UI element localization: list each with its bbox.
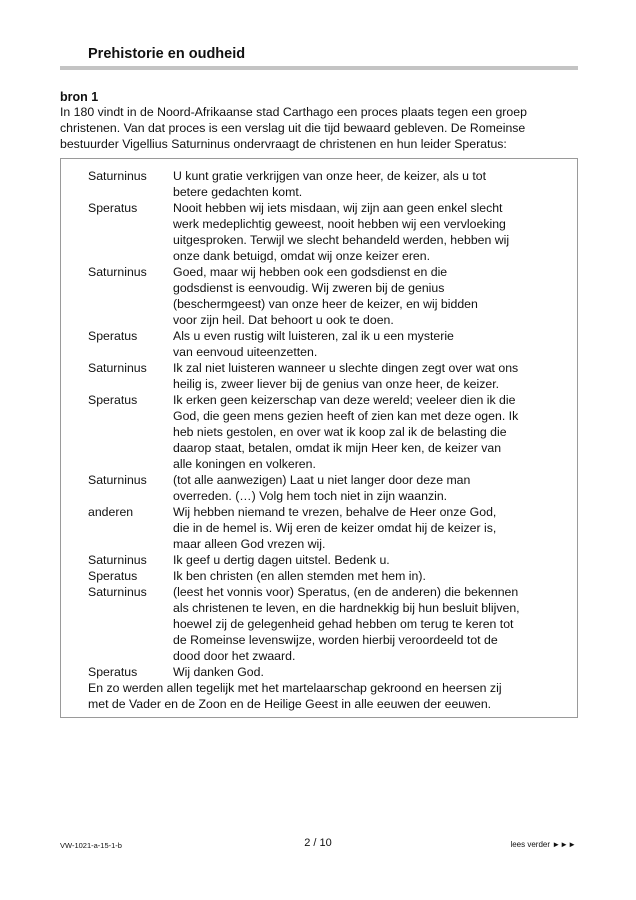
dialogue-entry (88, 360, 568, 392)
speech-line: God, die geen mens gezien heeft of zien kan met deze ogen. Ik (173, 409, 519, 423)
speech-line: maar alleen God vrezen wij. (173, 537, 326, 551)
source-label: bron 1 (60, 90, 99, 104)
speech-text (173, 552, 568, 568)
dialogue (88, 168, 568, 712)
speech-text (173, 504, 568, 552)
speaker-name: Speratus (88, 393, 138, 407)
dialogue-entry (88, 584, 568, 664)
speech-line: die in de hemel is. Wij eren de keizer omdat hij de keizer is, (173, 521, 497, 535)
speech-line: als christenen te leven, en die hardnekkig bij hun besluit blijven, (173, 601, 520, 615)
speech-line: overreden. (…) Volg hem toch niet in zijn waanzin. (173, 489, 448, 503)
speech-line: de Romeinse levenswijze, worden hierbij veroordeeld tot de (173, 633, 498, 647)
intro-line: In 180 vindt in de Noord-Afrikaanse stad Carthago een proces plaats tegen een groep (60, 105, 527, 119)
speech-line: Ik geef u dertig dagen uitstel. Bedenk u. (173, 553, 390, 567)
speech-line: Wij hebben niemand te vrezen, behalve de Heer onze God, (173, 505, 497, 519)
closing-text (88, 680, 568, 712)
footer-continue: lees verder ►►► (510, 840, 576, 849)
speech-line: Wij danken God. (173, 665, 264, 679)
speaker-name: Saturninus (88, 361, 147, 375)
speech-line: Ik zal niet luisteren wanneer u slechte dingen zegt over wat ons (173, 361, 519, 375)
speech-line: onze dank betuigd, omdat wij onze keizer eren. (173, 249, 431, 263)
speech-line: Ik erken geen keizerschap van deze wereld; veeleer dien ik die (173, 393, 516, 407)
speech-line: voor zijn heil. Dat behoort u ook te doen. (173, 313, 394, 327)
speech-text (173, 200, 568, 264)
speech-line: (beschermgeest) van onze heer de keizer, en wij bidden (173, 297, 478, 311)
speech-text (173, 584, 568, 664)
speech-line: daarop staat, betalen, omdat ik mijn Heer ken, de keizer van (173, 441, 502, 455)
speech-line: (tot alle aanwezigen) Laat u niet langer door deze man (173, 473, 471, 487)
source-intro (60, 104, 580, 152)
speech-line: betere gedachten komt. (173, 185, 303, 199)
speaker-name: Speratus (88, 569, 138, 583)
speech-line: heilig is, zweer liever bij de genius van onze heer, de keizer. (173, 377, 500, 391)
speech-text (173, 472, 568, 504)
speech-text (173, 392, 568, 472)
dialogue-entry (88, 264, 568, 328)
closing-line: En zo werden allen tegelijk met het martelaarschap gekroond en heersen zij (88, 681, 502, 695)
speech-line: hoewel zij de gelegenheid gehad hebben om terug te keren tot (173, 617, 514, 631)
footer-page-number: 2 / 10 (304, 837, 332, 849)
page-header-title: Prehistorie en oudheid (88, 46, 246, 62)
closing-line: met de Vader en de Zoon en de Heilige Geest in alle eeuwen der eeuwen. (88, 697, 492, 711)
speech-line: Nooit hebben wij iets misdaan, wij zijn aan geen enkel slecht (173, 201, 503, 215)
speech-line: van eenvoud uiteenzetten. (173, 345, 318, 359)
speaker-name: Speratus (88, 201, 138, 215)
speaker-name: Saturninus (88, 553, 147, 567)
dialogue-entry (88, 568, 568, 584)
dialogue-entry (88, 168, 568, 200)
speech-line: uitgesproken. Terwijl we slecht behandeld werden, hebben wij (173, 233, 510, 247)
speaker-name: anderen (88, 505, 134, 519)
intro-line: bestuurder Vigellius Saturninus ondervraagt de christenen en hun leider Speratus: (60, 137, 507, 151)
footer-exam-code: VW-1021-a-15-1-b (60, 841, 122, 850)
speech-text (173, 264, 568, 328)
speech-line: Ik ben christen (en allen stemden met hem in). (173, 569, 426, 583)
speaker-name: Saturninus (88, 169, 147, 183)
dialogue-entry (88, 200, 568, 264)
speech-line: godsdienst is eenvoudig. Wij zweren bij de genius (173, 281, 445, 295)
speaker-name: Saturninus (88, 473, 147, 487)
speech-line: werk medeplichtig geweest, nooit hebben wij een vervloeking (173, 217, 506, 231)
speech-line: heb niets gestolen, en over wat ik koop zal ik de belasting die (173, 425, 507, 439)
speaker-name: Saturninus (88, 265, 147, 279)
header-rule (60, 66, 578, 70)
dialogue-entry (88, 472, 568, 504)
intro-line: christenen. Van dat proces is een verslag uit die tijd bewaard gebleven. De Romeinse (60, 121, 526, 135)
speech-text (173, 360, 568, 392)
dialogue-entry (88, 552, 568, 568)
speech-text (173, 664, 568, 680)
speaker-name: Speratus (88, 329, 138, 343)
speech-text (173, 568, 568, 584)
speech-line: U kunt gratie verkrijgen van onze heer, de keizer, als u tot (173, 169, 487, 183)
speech-text (173, 328, 568, 360)
dialogue-entry (88, 664, 568, 680)
speaker-name: Speratus (88, 665, 138, 679)
speech-line: Als u even rustig wilt luisteren, zal ik u een mysterie (173, 329, 454, 343)
speech-line: (leest het vonnis voor) Speratus, (en de anderen) die bekennen (173, 585, 519, 599)
dialogue-entry (88, 392, 568, 472)
speech-text (173, 168, 568, 200)
dialogue-entry (88, 328, 568, 360)
speech-line: alle koningen en volkeren. (173, 457, 316, 471)
speech-line: Goed, maar wij hebben ook een godsdienst en die (173, 265, 448, 279)
dialogue-entry (88, 504, 568, 552)
speaker-name: Saturninus (88, 585, 147, 599)
speech-line: dood door het zwaard. (173, 649, 296, 663)
